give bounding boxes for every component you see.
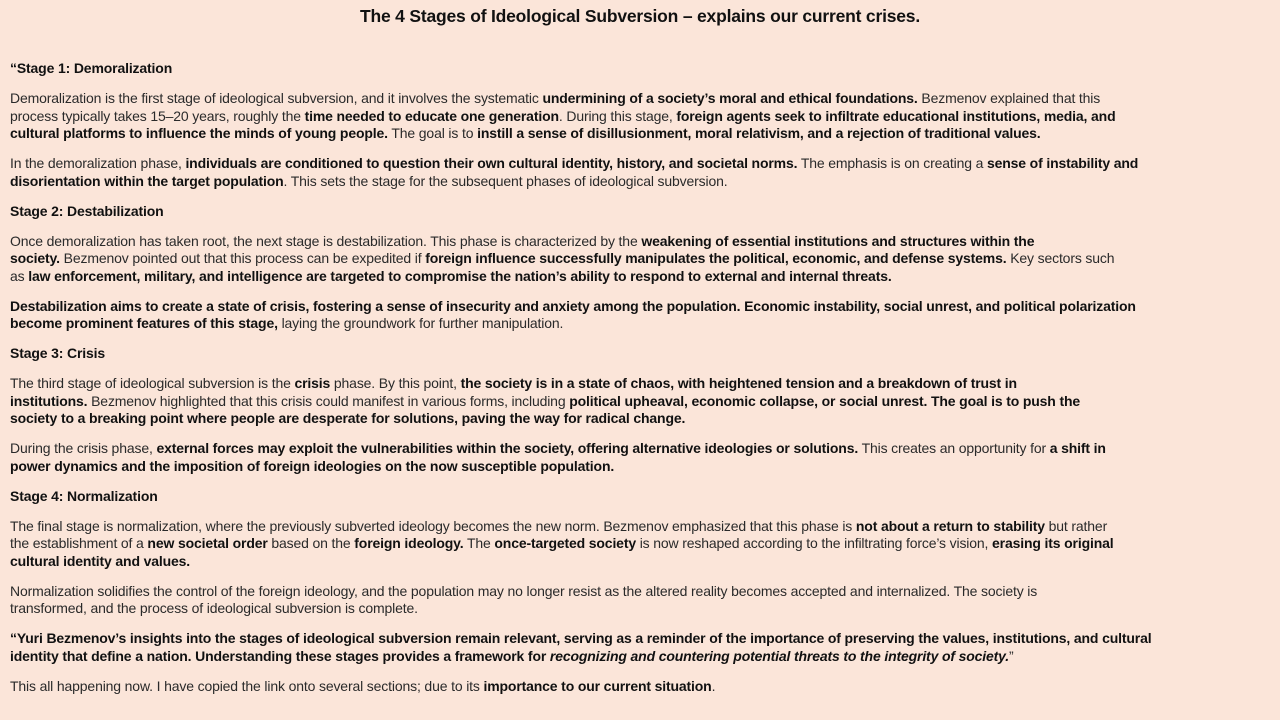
stage-2-paragraph-1 [10,233,1275,286]
bold-text: erasing its original [992,535,1114,551]
text: This creates an opportunity for [858,440,1050,456]
bold-text: the society is in a state of chaos, with heightened tension and a breakdown of trust in [460,375,1017,391]
text: The emphasis is on creating a [797,155,987,171]
bold-text: foreign agents seek to infiltrate educational institutions, media, and [676,107,1116,124]
text-line [10,583,1275,601]
bold-text: institutions. [10,392,88,409]
closing-note [10,678,1275,696]
text-line [10,600,1275,618]
stage-2-heading: Stage 2: Destabilization [10,202,164,219]
text-line [10,155,1275,173]
bold-text: crisis [294,375,331,391]
bold-text: instill a sense of disillusionment, moral relativism, and a rejection of traditional values. [477,125,1041,141]
text-line [10,233,1275,251]
text-line [10,108,1275,126]
text-line [10,458,1275,476]
bold-text: new societal order [147,535,268,551]
text-line [10,535,1275,553]
text: based on the [267,535,355,551]
text-line [10,268,1275,286]
bold-text: cultural platforms to influence the minds of young people. [10,125,388,141]
text-line [10,518,1275,536]
text: The goal is to [387,125,478,141]
stage-2-paragraph-2 [10,298,1275,333]
bold-text: weakening of essential institutions and structures within the [641,232,1035,249]
text: Bezmenov explained that this [917,90,1101,106]
text: The third stage of ideological subversion is the [10,375,295,391]
bold-text: become prominent features of this stage, [10,315,278,331]
bold-text: a shift in [1049,440,1106,456]
bold-text: cultural identity and values. [10,552,191,569]
text-line [10,648,1275,666]
text: is now reshaped according to the infiltrating force’s vision, [635,535,993,551]
bold-text: law enforcement, military, and intelligence are targeted to compromise the nation’s ability to respond to external and internal threats. [28,267,892,284]
text-line [10,375,1275,393]
text: The [463,535,495,551]
text: Once demoralization has taken root, the next stage is destabilization. This phase is characterized by the [10,232,642,249]
text-line [10,410,1275,428]
text-line [10,125,1275,143]
text-line [10,393,1275,411]
text: as [10,267,29,284]
stage-1-paragraph-2 [10,155,1275,190]
bold-text: sense of instability and [987,155,1139,171]
bold-text: undermining of a society’s moral and ethical foundations. [542,90,918,106]
text: This all happening now. I have copied the link onto several sections; due to its [10,677,484,694]
bold-text: Destabilization aims to create a state of crisis, fostering a sense of insecurity and anxiety among the population. Economic instability, social unrest, and political polarization [10,297,1136,314]
text: Bezmenov highlighted that this crisis could manifest in various forms, including [87,392,570,409]
text: laying the groundwork for further manipulation. [277,315,564,331]
stage-3-paragraph-2 [10,440,1275,475]
stage-1-paragraph-1 [10,90,1275,143]
bold-text: individuals are conditioned to question their own cultural identity, history, and societal norms. [185,155,798,171]
text: ” [1009,647,1014,664]
bold-text: foreign influence successfully manipulates the political, economic, and defense systems. [425,250,1007,266]
bold-text: not about a return to stability [855,517,1045,534]
text: Demoralization is the first stage of ideological subversion, and it involves the systematic [10,90,543,106]
bold-text: political upheaval, economic collapse, or social unrest. The goal is to push the [569,392,1080,409]
bold-text: recognizing and countering potential threats to the integrity of society. [549,647,1010,664]
text: . During this stage, [558,107,677,124]
bold-text: society. [10,250,60,266]
bold-text: once-targeted society [494,535,636,551]
text-line [10,173,1275,191]
stage-4-heading: Stage 4: Normalization [10,487,158,504]
bold-text: power dynamics and the imposition of foreign ideologies on the now susceptible population. [10,457,615,474]
text: the establishment of a [10,535,148,551]
bold-text: time needed to educate one generation [304,107,559,124]
bold-text: external forces may exploit the vulnerabilities within the society, offering alternative ideologies or solutions. [156,440,859,456]
stage-4-paragraph-2 [10,583,1275,618]
text: transformed, and the process of ideological subversion is complete. [10,600,418,616]
text: The final stage is normalization, where the previously subverted ideology becomes the new norm. Bezmenov emphasized that this phase is [10,517,856,534]
stage-3-paragraph-1 [10,375,1275,428]
text: During the crisis phase, [10,440,157,456]
text-line [10,678,1275,696]
text-line [10,90,1275,108]
stage-1-heading: “Stage 1: Demoralization [10,60,173,76]
text: . This sets the stage for the subsequent phases of ideological subversion. [283,172,728,189]
text: but rather [1044,517,1108,534]
text-line [10,553,1275,571]
page-title: The 4 Stages of Ideological Subversion – explains our current crises. [360,6,920,26]
stage-3-heading: Stage 3: Crisis [10,345,106,361]
text-line [10,630,1275,648]
text-line [10,250,1275,268]
document-body [10,60,1275,708]
text-line [10,298,1275,316]
bold-text: importance to our current situation [483,677,712,694]
text: process typically takes 15–20 years, roughly the [10,107,305,124]
text: . [711,677,716,694]
text: In the demoralization phase, [10,155,186,171]
text-line [10,315,1275,333]
closing-quote [10,630,1275,665]
bold-text: society to a breaking point where people are desperate for solutions, paving the way for radical change. [10,410,686,426]
bold-text: disorientation within the target population [10,172,284,189]
stage-4-paragraph-1 [10,518,1275,571]
text-line [10,440,1275,458]
text: Normalization solidifies the control of the foreign ideology, and the population may no longer resist as the altered reality becomes accepted and internalized. The society is [10,582,1038,599]
text: Bezmenov pointed out that this process can be expedited if [59,250,426,266]
text: phase. By this point, [330,375,461,391]
bold-text: foreign ideology. [354,535,464,551]
text: Key sectors such [1006,250,1115,266]
bold-text: identity that define a nation. Understanding these stages provides a framework for [10,647,550,664]
bold-text: “Yuri Bezmenov’s insights into the stages of ideological subversion remain relevant, serving as a reminder of the importance of preserving the values, institutions, and cultural [10,630,1152,646]
